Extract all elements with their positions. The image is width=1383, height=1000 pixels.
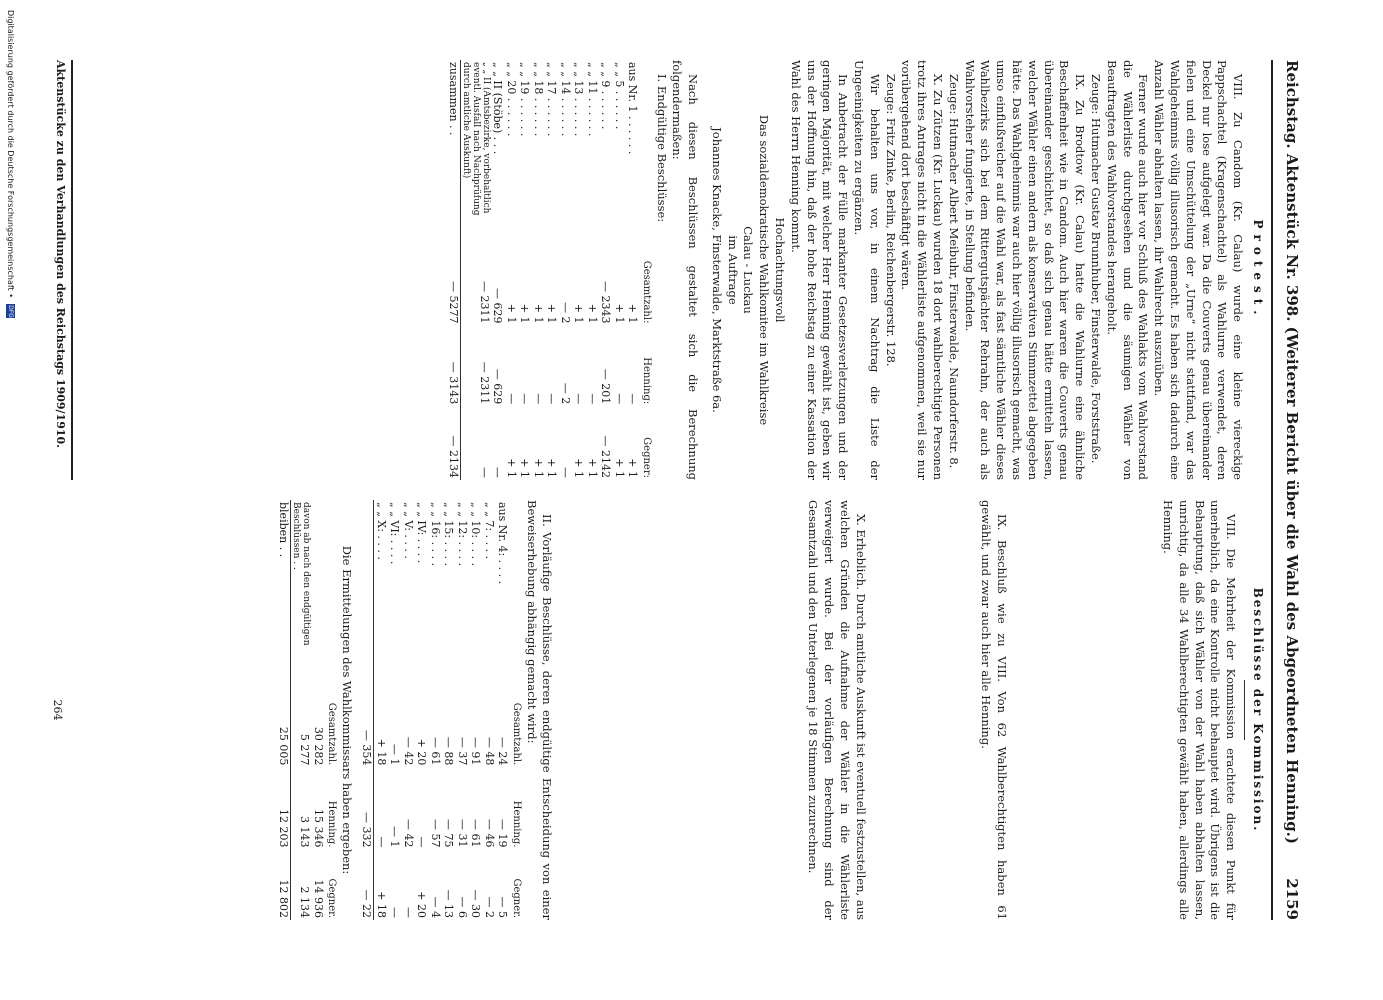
row-value: — bbox=[531, 393, 545, 405]
table-header-row: Gesamtzahl. Henning. Gegner. bbox=[510, 702, 522, 918]
table-row bbox=[558, 60, 572, 480]
decision-viii: VIII. Die Mehrheit der Kommission erachtete diesen Punkt für unerheblich, da eine Kontrolle nicht behauptet wird. Übrigens ist die Behauptung, daß sich Wähler von der Wahl haben abhalten lassen, unrichtig, da alle 34 Wahlberechtigten gewählt haben, allerdings alle Henning. bbox=[1161, 500, 1239, 920]
table-row bbox=[518, 60, 532, 480]
calculation-intro: Nach diesen Beschlüssen gestaltet sich die Berechnung folgendermaßen: bbox=[670, 60, 701, 480]
sum-value: — 22 bbox=[360, 850, 374, 921]
header-page-number: 2159 bbox=[1283, 878, 1301, 920]
row-value: — 88 bbox=[442, 736, 456, 766]
row-value: — 48 bbox=[482, 736, 496, 766]
row-label bbox=[311, 500, 325, 660]
row-value: + 1 bbox=[545, 458, 559, 478]
row-label: „ „ 19 . . . . . . bbox=[518, 62, 532, 137]
table-row bbox=[311, 500, 325, 920]
sheet-number: 264 bbox=[51, 699, 64, 721]
table-row bbox=[291, 500, 312, 920]
right-column bbox=[277, 500, 1265, 920]
row-value: — 4 bbox=[428, 896, 442, 918]
sum-value: 12 802 bbox=[277, 850, 291, 921]
row-value: + 1 bbox=[531, 458, 545, 478]
dfg-logo-icon: DFG bbox=[7, 305, 14, 318]
row-label: „ „ 7: . . . . bbox=[482, 502, 496, 560]
row-label: „ „ 14 . . . . . . bbox=[558, 62, 572, 137]
row-label: „ „ II (Stöbe) . . . bbox=[491, 62, 505, 155]
row-value: — bbox=[374, 836, 388, 848]
row-value: — bbox=[401, 907, 415, 918]
paragraph-conclusion: In Anbetracht der Fülle markanter Gesetzesverletzungen und der geringen Majorität, mit welcher Herr Henning gewählt ist, geben wir uns der Hoffnung hin, daß der hohe Reichstag zu einer Kassation der Wahl des Herrn Henning kommt. bbox=[788, 60, 851, 480]
row-value: + 18 bbox=[374, 738, 388, 766]
row-value: + 18 bbox=[374, 891, 388, 918]
witness-x: Zeuge: Fritz Zinke, Berlin, Reichenbergerstr. 128. bbox=[883, 74, 898, 367]
row-value: + 1 bbox=[572, 303, 586, 324]
row-label: „ „ 10: . . . . bbox=[469, 502, 483, 567]
section-i-title: I. Endgültige Beschlüsse: bbox=[654, 74, 669, 223]
row-label: „ „ V: . . . . bbox=[401, 502, 415, 559]
table-row bbox=[496, 500, 510, 920]
row-value: — bbox=[626, 393, 640, 405]
row-label: „ „ 11 . . . . . . bbox=[585, 62, 599, 137]
table-row bbox=[374, 500, 388, 920]
sum-row bbox=[446, 60, 460, 480]
row-value: + 1 bbox=[626, 458, 640, 478]
row-value: 5 277 bbox=[298, 733, 312, 766]
row-value: — bbox=[477, 467, 491, 478]
row-value: + 1 bbox=[612, 458, 626, 478]
table-row bbox=[482, 500, 496, 920]
row-value: — bbox=[545, 393, 559, 405]
row-value: — 6 bbox=[455, 896, 469, 918]
title-rule bbox=[1244, 680, 1245, 740]
row-value: — 629 bbox=[491, 368, 505, 405]
row-value: — 61 bbox=[469, 819, 483, 848]
row-value: — 2142 bbox=[599, 435, 613, 478]
row-value: + 1 bbox=[518, 458, 532, 478]
table-row bbox=[572, 60, 586, 480]
row-label: „ „ 18 . . . . . . bbox=[531, 62, 545, 137]
commission-title: Beschlüsse der Kommission. bbox=[1251, 587, 1265, 833]
signature-committee: Das sozialdemokratische Wahlkomitee im Wahlkreise bbox=[757, 114, 772, 426]
sum-value: 25 005 bbox=[277, 660, 291, 768]
row-value: + 20 bbox=[415, 891, 429, 918]
row-value: 14 936 bbox=[311, 879, 325, 918]
row-value: + 1 bbox=[585, 303, 599, 324]
row-value: — 57 bbox=[428, 819, 442, 848]
row-label: „ „ IV: . . . . bbox=[415, 502, 429, 564]
row-value: 15 346 bbox=[311, 809, 325, 848]
table-row bbox=[491, 60, 505, 480]
row-value: + 1 bbox=[626, 303, 640, 324]
row-value: + 1 bbox=[504, 303, 518, 324]
sum-label: bleiben . . bbox=[277, 500, 291, 660]
header-title: Reichstag. Aktenstück Nr. 398. (Weiterer Bericht über die Wahl des Abgeordneten Henning.) bbox=[1283, 60, 1301, 845]
row-value: + 1 bbox=[585, 458, 599, 478]
row-value: 2 134 bbox=[298, 886, 312, 918]
row-value: — bbox=[612, 393, 626, 405]
row-value: — bbox=[585, 393, 599, 405]
row-value: — 1 bbox=[388, 743, 402, 766]
row-value: — 2343 bbox=[599, 280, 613, 324]
closing: Hochachtungsvoll bbox=[773, 217, 788, 323]
table-row bbox=[401, 500, 415, 920]
sum-label: zusammen . . bbox=[446, 60, 460, 220]
row-value: — 42 bbox=[401, 736, 415, 766]
sum-value: — 354 bbox=[360, 660, 374, 768]
signature-district: Calau - Luckau bbox=[741, 226, 756, 314]
paragraph-reservation: Wir behalten uns vor, in einem Nachtrag die Liste der Ungeeinigkeiten zu ergänzen. bbox=[852, 60, 882, 480]
row-value: — 24 bbox=[496, 736, 510, 766]
row-value: — 75 bbox=[442, 819, 456, 848]
section-ii-title: II. Vorläufige Beschlüsse, deren endgültige Entscheidung von einer Beweiserhebung abhängig gemacht wird: bbox=[524, 500, 555, 920]
row-value: — 61 bbox=[428, 736, 442, 766]
row-label: davon ab nach den endgültigen Beschlüssen . . bbox=[291, 502, 312, 646]
table-row bbox=[504, 60, 518, 480]
row-label: „ „ 12: . . . . bbox=[455, 502, 469, 567]
table-row bbox=[599, 60, 613, 480]
row-label: „ „ 16: . . . . bbox=[428, 502, 442, 567]
sum-row bbox=[277, 500, 291, 920]
row-value: — 1 bbox=[388, 826, 402, 848]
sum-label bbox=[360, 500, 374, 660]
digitization-text: Digitalisierung gefördert durch die Deutsche Forschungsgemeinschaft • bbox=[6, 10, 15, 298]
witness-viii: Zeuge: Hutmacher Gustav Brunnhuber, Finsterwalde, Forststraße. bbox=[1089, 74, 1104, 464]
row-value: — bbox=[572, 393, 586, 405]
sum-value: — 3143 bbox=[446, 325, 460, 406]
summary-intro: Die Ermittelungen des Wahlkommissars haben ergeben: bbox=[339, 545, 354, 875]
table-row bbox=[415, 500, 429, 920]
row-value: — 5 bbox=[496, 896, 510, 918]
row-value: — 30 bbox=[469, 889, 483, 918]
row-value: — 31 bbox=[455, 819, 469, 848]
row-label: aus Nr. 4: . . . . bbox=[496, 502, 510, 585]
row-value: — 2311 bbox=[477, 280, 491, 324]
row-value: — 13 bbox=[442, 889, 456, 918]
decision-ix: IX. Beschluß wie zu VIII. Von 62 Wahlberechtigten haben 61 gewählt, und zwar auch hier alle Henning. bbox=[979, 500, 1010, 920]
left-column bbox=[446, 60, 1265, 480]
table-row bbox=[585, 60, 599, 480]
table-final-decisions bbox=[446, 60, 653, 480]
row-value: 30 282 bbox=[311, 726, 325, 766]
table-row bbox=[428, 500, 442, 920]
table-header-row: Gesamtzahl. Henning. Gegner. bbox=[326, 702, 338, 918]
row-label: „ „ 20 . . . . . . bbox=[504, 62, 518, 137]
row-label: „ „ II (Amtsbezirke, vorbehaltlich eventl. Ausfall nach Nachprüfung durch amtliche Auskunft) bbox=[460, 62, 491, 216]
row-label: „ „ 9 . . . . . . bbox=[599, 62, 613, 130]
row-value: — bbox=[388, 907, 402, 918]
row-label: „ „ X: . . . . bbox=[374, 502, 388, 560]
table-summary bbox=[277, 500, 339, 920]
witness-ix: Zeuge: Hutmacher Albert Meibuhr, Finsterwalde, Naundorferstr. 8. bbox=[946, 74, 961, 469]
table-row bbox=[612, 60, 626, 480]
decision-x: X. Erheblich. Durch amtliche Auskunft ist eventuell festzustellen, aus welchen Gründen die Aufnahme der Wähler in die Wählerliste verweigert wurde. Bei der vorläufigen Berechnung sind der Gesamtzahl und den Unterlegenen je 18 Stimmen zuzurechnen. bbox=[806, 500, 868, 920]
sum-value: — 332 bbox=[360, 767, 374, 849]
row-value: — 201 bbox=[599, 368, 613, 405]
row-value: 3 143 bbox=[298, 816, 312, 848]
row-value: — 2 bbox=[558, 301, 572, 324]
table-row bbox=[469, 500, 483, 920]
row-value: + 1 bbox=[504, 458, 518, 478]
digitization-note bbox=[2, 10, 18, 318]
row-label: „ „ 5 . . . . . . bbox=[612, 62, 626, 130]
row-value: — bbox=[558, 467, 572, 478]
row-label: „ „ VI: . . . . bbox=[388, 502, 402, 565]
row-value: + 1 bbox=[572, 458, 586, 478]
table-row bbox=[455, 500, 469, 920]
signature-name: Johannes Knacke, Finsterwalde, Marktstraße 6a. bbox=[709, 127, 724, 413]
row-value: + 1 bbox=[612, 303, 626, 324]
signature-order: im Auftrage bbox=[725, 235, 740, 305]
page-footer: Aktenstücke zu den Verhandlungen des Reichstags 1909/1910. bbox=[52, 60, 73, 480]
row-label: aus Nr. 1 . . . . . . bbox=[626, 62, 640, 155]
row-value: + 20 bbox=[415, 738, 429, 766]
table-row bbox=[388, 500, 402, 920]
row-value: — bbox=[491, 467, 505, 478]
row-label: „ „ 15: . . . . bbox=[442, 502, 456, 567]
protest-title: Protest. bbox=[1251, 219, 1265, 321]
row-value: — 46 bbox=[482, 819, 496, 848]
row-label: „ „ 13 . . . . . . bbox=[572, 62, 586, 137]
table-provisional-decisions bbox=[360, 500, 523, 920]
sum-value: 12 203 bbox=[277, 767, 291, 849]
row-value: — 2 bbox=[482, 896, 496, 918]
row-value: — 2 bbox=[558, 382, 572, 405]
table-header-row: Gesamtzahl: Henning: Gegner: bbox=[640, 260, 652, 478]
sum-row bbox=[360, 500, 374, 920]
row-value: + 1 bbox=[518, 303, 532, 324]
row-value: + 1 bbox=[545, 303, 559, 324]
page-header bbox=[1271, 60, 1303, 920]
row-value: — 91 bbox=[469, 736, 483, 766]
paragraph-viii-cont: Ferner wurde auch hier vor Schluß des Wahlakts vom Wahlvorstand die Wählerliste durchgesehen und die säumigen Wähler von Beauftragten des Wahlvorstandes herangeholt. bbox=[1104, 60, 1151, 480]
row-value: — 37 bbox=[455, 736, 469, 766]
table-row bbox=[626, 60, 640, 480]
row-value: — bbox=[415, 836, 429, 848]
sum-value: — 2134 bbox=[446, 406, 460, 480]
row-value: — 19 bbox=[496, 819, 510, 848]
table-row bbox=[545, 60, 559, 480]
row-value: — 42 bbox=[401, 819, 415, 848]
sum-value: — 5277 bbox=[446, 220, 460, 326]
row-value: — bbox=[504, 393, 518, 405]
row-value: + 1 bbox=[531, 303, 545, 324]
paragraph-viii: VIII. Zu Candom (Kr. Calau) wurde eine kleine viereckige Pappschachtel (Kragenschachtel) als Wahlurne verwendet, deren Deckel nur lose aufgelegt war. Da die Couverts genau übereinander fielen und eine Umschüttelung der „Urne“ nicht stattfand, war das Wahlgeheimnis völlig illusorisch gemacht. Es haben sich dadurch eine Anzahl Wähler abhalten lassen, ihr Wahlrecht auszuüben. bbox=[1152, 60, 1246, 480]
paragraph-ix: IX. Zu Brodtow (Kr. Calau) hatte die Wahlurne eine ähnliche Beschaffenheit wie in Candom. Auch hier waren die Couverts genau übereinander geschichtet, so daß sich genau hätte ermitteln lassen, welcher Wähler einen andern als konservativen Stimmzettel abgegeben hätte. Das Wahlgeheimnis war auch hier völlig illusorisch gemacht, was umso einflußreicher auf die Wahl war, als fast sämtliche Wähler dieses Wahlbezirks sich bei dem Rittergutspächter Rehrahn, der auch als Wahlvorsteher fungierte, in Stellung befinden. bbox=[962, 60, 1088, 480]
row-value: — bbox=[518, 393, 532, 405]
table-row bbox=[460, 60, 491, 480]
row-value: — 629 bbox=[491, 287, 505, 324]
row-label: „ „ 17 . . . . . . bbox=[545, 62, 559, 137]
paragraph-x: X. Zu Zützen (Kr. Luckau) wurden 18 dort wahlberechtigte Personen trotz ihres Antrages nicht in die Wählerliste aufgenommen, weil sie nur vorübergehend dort beschäftigt wären. bbox=[899, 60, 946, 480]
table-row bbox=[531, 60, 545, 480]
table-row bbox=[442, 500, 456, 920]
row-value: — 2311 bbox=[477, 361, 491, 405]
